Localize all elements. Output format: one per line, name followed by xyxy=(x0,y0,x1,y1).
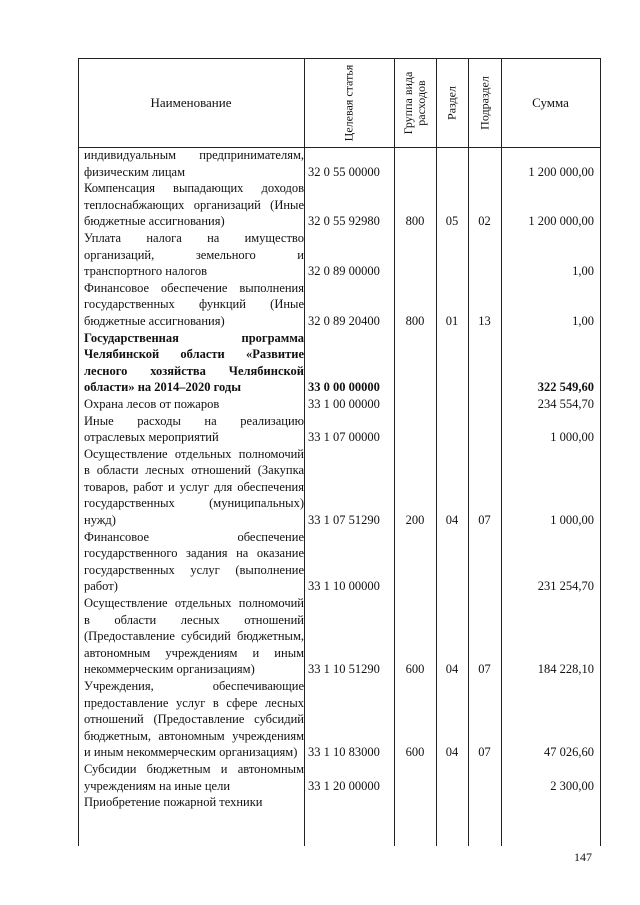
table-row xyxy=(78,529,600,595)
row-sum: 231 254,70 xyxy=(537,579,594,594)
col-rule-right xyxy=(600,58,601,846)
row-sum: 1,00 xyxy=(572,264,594,279)
row-target-code: 33 0 00 00000 xyxy=(308,380,380,395)
row-section: 05 xyxy=(445,214,459,229)
row-sum: 1 200 000,00 xyxy=(528,164,594,179)
header-section: Раздел xyxy=(444,86,459,120)
row-section: 04 xyxy=(445,745,459,760)
row-sum: 1 200 000,00 xyxy=(528,214,594,229)
row-section: 04 xyxy=(445,513,459,528)
row-name: Осуществление отдельных полномочий в области лесных отношений (Предоставление субсидий бюджетным, автономным учреждениям и иным некоммерческим организациям) xyxy=(84,596,304,677)
row-target-code: 32 0 89 00000 xyxy=(308,264,380,279)
row-name: Осуществление отдельных полномочий в области лесных отношений (Закупка товаров, работ и услуг для обеспечения государственных (муниципальных) нужд) xyxy=(84,446,304,528)
row-sum: 1,00 xyxy=(572,313,594,328)
row-name: Уплата налога на имущество организаций, земельного и транспортного налогов xyxy=(84,230,304,279)
row-sum: 1 000,00 xyxy=(550,430,594,445)
row-target-code: 33 1 20 00000 xyxy=(308,778,380,793)
table-row xyxy=(78,396,600,413)
row-sum: 1 000,00 xyxy=(550,513,594,528)
table-row xyxy=(78,413,600,446)
header-target: Целевая статья xyxy=(341,64,356,142)
row-name: Субсидии бюджетным и автономным учреждениям на иные цели xyxy=(84,761,304,793)
row-section: 04 xyxy=(445,662,459,677)
row-subsection: 07 xyxy=(478,662,491,677)
row-subsection: 07 xyxy=(478,745,491,760)
header-target-cell xyxy=(304,59,394,147)
row-name: Приобретение пожарной техники xyxy=(84,795,263,810)
row-expense-group: 600 xyxy=(405,745,425,760)
budget-table xyxy=(78,58,600,148)
header-name: Наименование xyxy=(150,95,232,110)
row-expense-group: 800 xyxy=(405,313,425,328)
header-sum: Сумма xyxy=(532,95,569,110)
table-row xyxy=(78,280,600,330)
row-target-code: 33 1 00 00000 xyxy=(308,396,380,411)
row-target-code: 32 0 89 20400 xyxy=(308,313,380,328)
row-expense-group: 600 xyxy=(405,662,425,677)
row-name: Учреждения, обеспечивающие предоставление услуг в сфере лесных отношений (Предоставление субсидий бюджетным, автономным учреждениям и иным некоммерческим организациям) xyxy=(84,679,304,760)
header-group-cell xyxy=(394,59,436,147)
header-group: Группа вида расходов xyxy=(401,71,428,135)
row-target-code: 32 0 55 00000 xyxy=(308,164,380,179)
row-name: Компенсация выпадающих доходов теплоснабжающих организаций (Иные бюджетные ассигнования) xyxy=(84,181,304,229)
row-target-code: 33 1 07 00000 xyxy=(308,430,380,445)
row-name: Финансовое обеспечение выполнения государственных функций (Иные бюджетные ассигнования) xyxy=(84,280,304,328)
row-expense-group: 800 xyxy=(405,214,425,229)
table-body xyxy=(78,147,600,811)
row-expense-group: 200 xyxy=(405,513,425,528)
row-subsection: 13 xyxy=(478,313,491,328)
row-sum: 234 554,70 xyxy=(537,396,594,411)
table-row xyxy=(78,446,600,529)
row-target-code: 33 1 10 83000 xyxy=(308,745,380,760)
row-sum: 2 300,00 xyxy=(550,778,594,793)
table-row xyxy=(78,794,600,811)
row-name: Охрана лесов от пожаров xyxy=(84,396,220,411)
row-sum: 322 549,60 xyxy=(537,380,594,395)
page-number: 147 xyxy=(574,850,592,864)
row-subsection: 02 xyxy=(478,214,491,229)
row-target-code: 32 0 55 92980 xyxy=(308,214,380,229)
table-row xyxy=(78,230,600,280)
table-row xyxy=(78,678,600,761)
row-name: Государственная программа Челябинской области «Развитие лесного хозяйства Челябинской области» на 2014–2020 годы xyxy=(84,330,304,395)
table-row xyxy=(78,147,600,180)
table-row xyxy=(78,330,600,396)
row-name: Иные расходы на реализацию отраслевых мероприятий xyxy=(84,413,304,445)
header-subsection: Подраздел xyxy=(477,76,491,130)
row-sum: 47 026,60 xyxy=(544,745,594,760)
row-name: Финансовое обеспечение государственного задания на оказание государственных услуг (выполнение работ) xyxy=(84,529,304,594)
row-section: 01 xyxy=(445,313,459,328)
table-header xyxy=(78,58,600,148)
table-row xyxy=(78,761,600,794)
row-target-code: 33 1 10 51290 xyxy=(308,662,380,677)
header-subsection-cell xyxy=(468,59,501,147)
header-section-cell xyxy=(436,59,468,147)
row-name: индивидуальным предпринимателям, физическим лицам xyxy=(84,148,304,179)
row-target-code: 33 1 10 00000 xyxy=(308,579,380,594)
row-subsection: 07 xyxy=(478,513,491,528)
table-row xyxy=(78,595,600,678)
row-sum: 184 228,10 xyxy=(537,662,594,677)
row-target-code: 33 1 07 51290 xyxy=(308,513,380,528)
table-row xyxy=(78,180,600,230)
